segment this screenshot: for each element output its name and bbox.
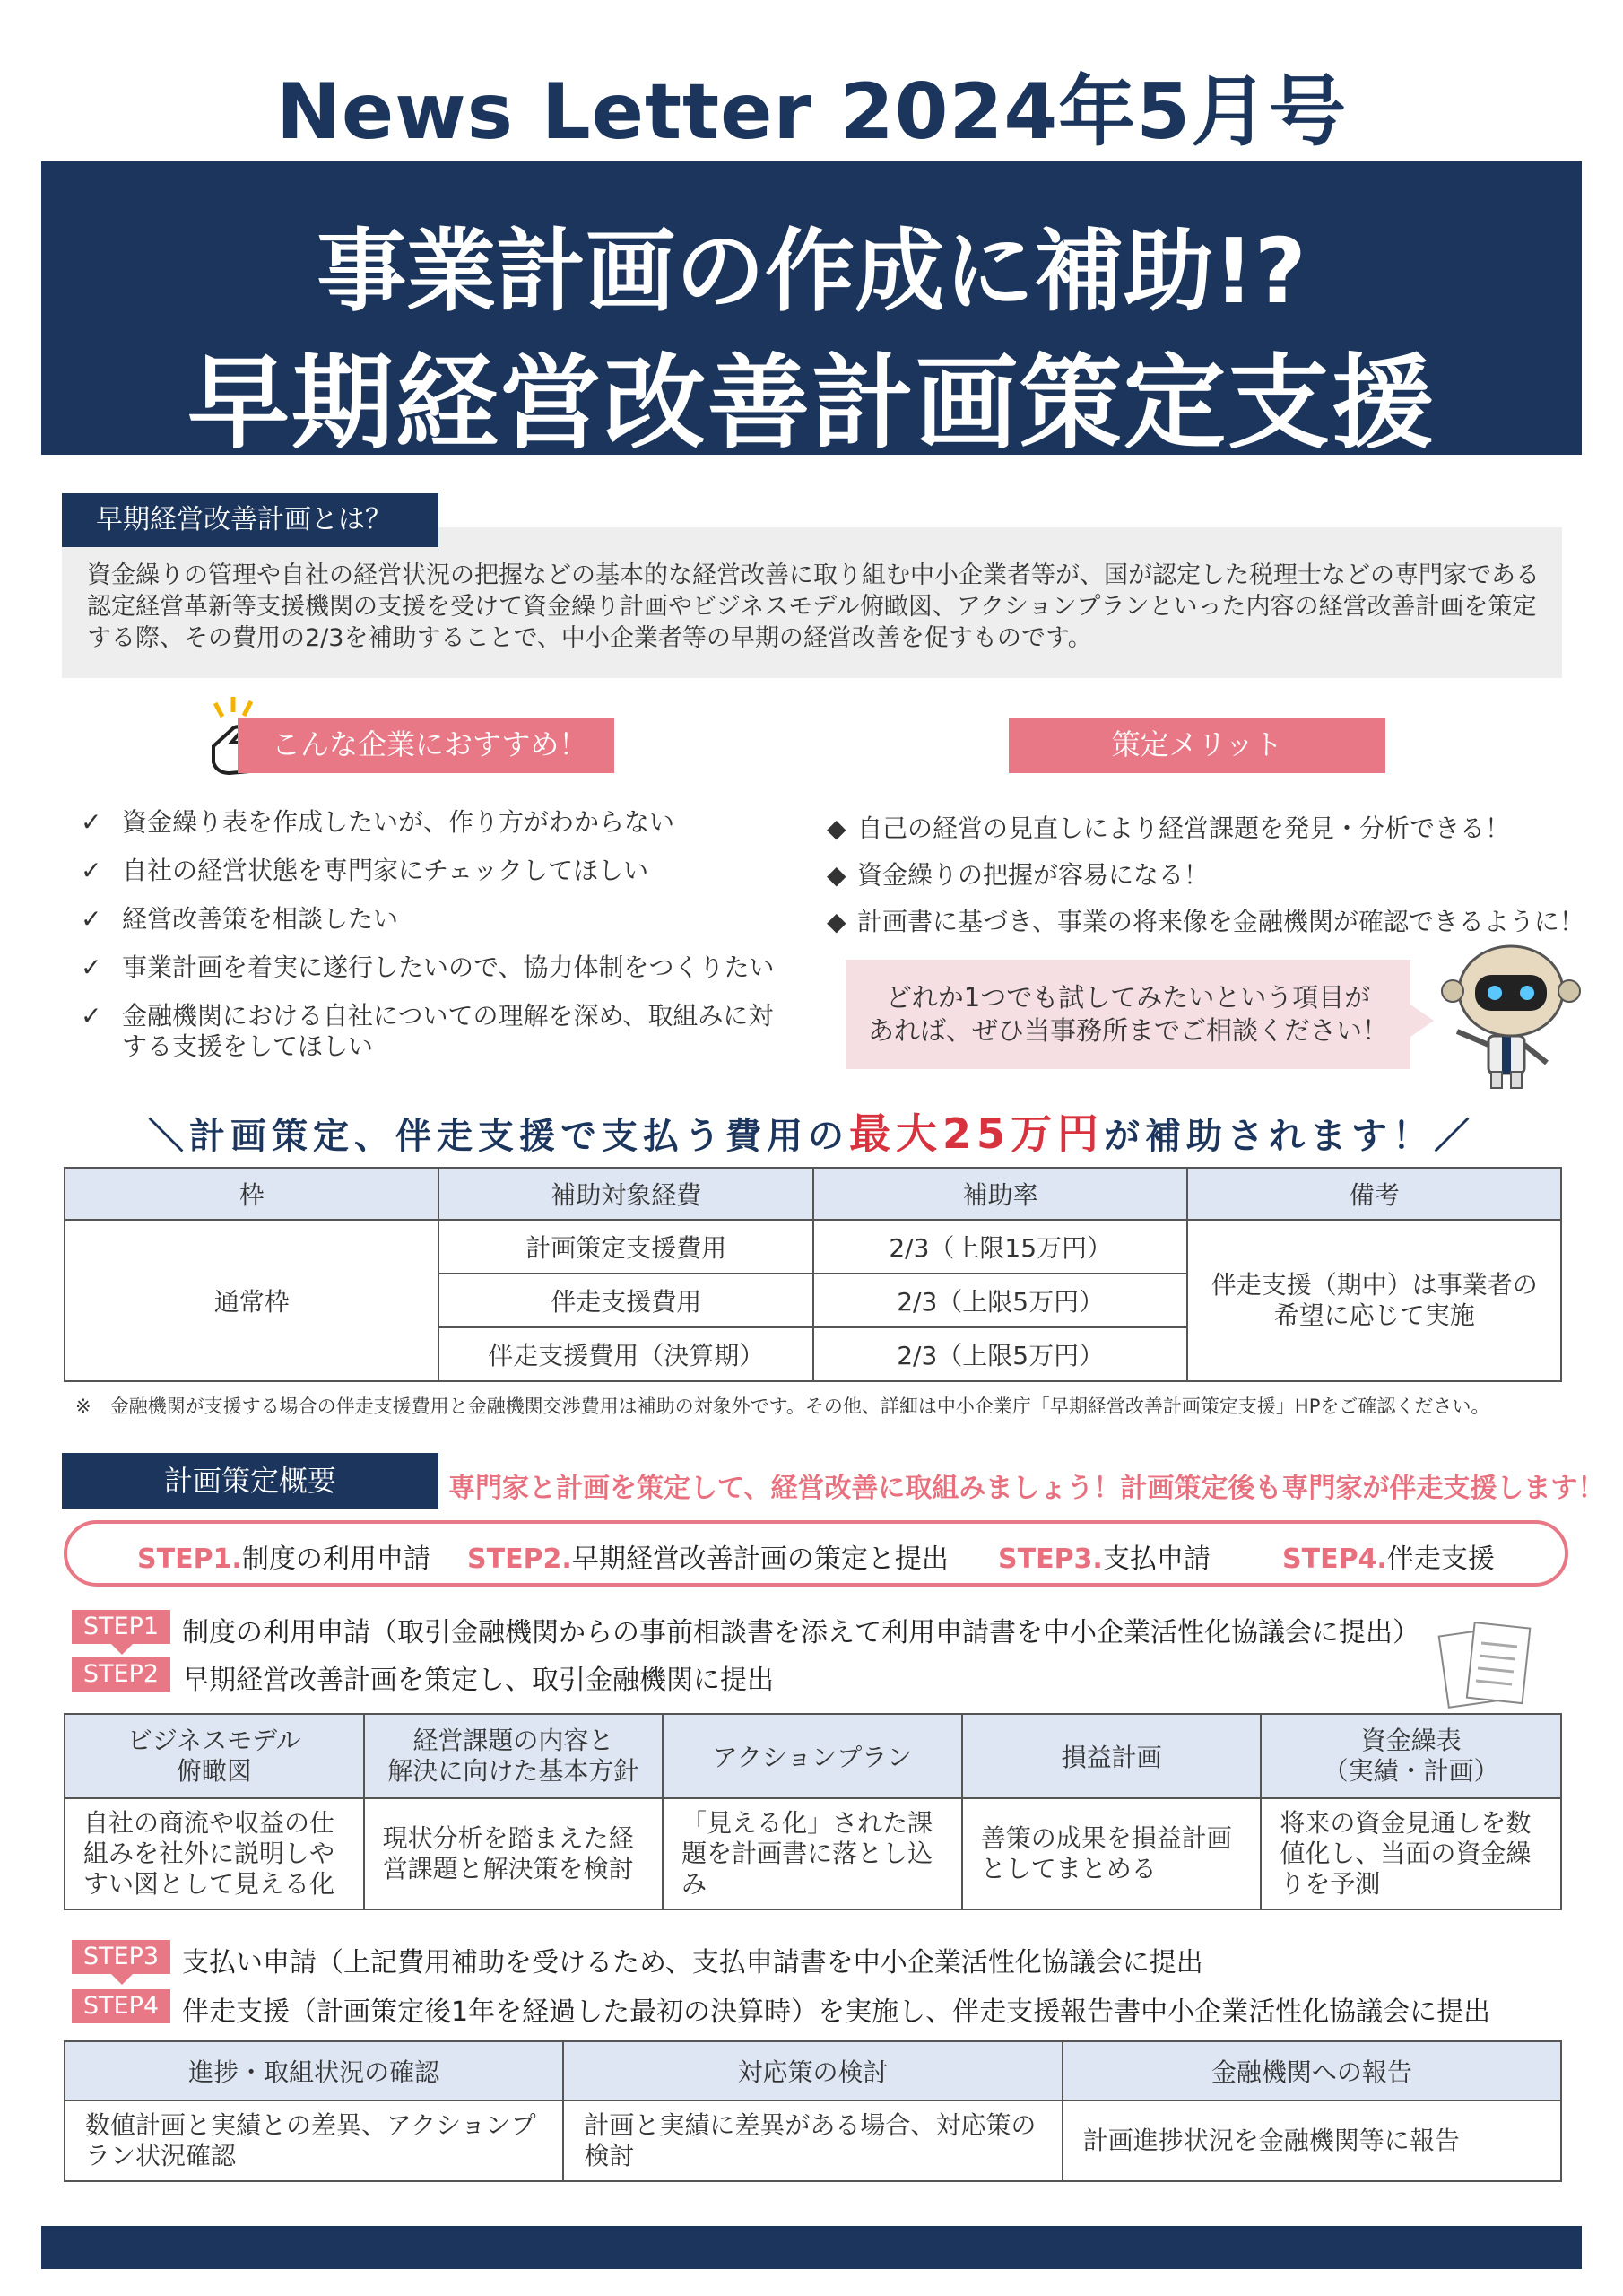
step4-text: 伴走支援（計画策定後1年を経過した最初の決算時）を実施し、伴走支援報告書中小企業活性化協議会に提出 bbox=[182, 1996, 1491, 2028]
robot-mascot-icon bbox=[1439, 937, 1583, 1090]
check-icon: ✓ bbox=[81, 1001, 102, 1031]
table-cell: 善策の成果を損益計画としてまとめる bbox=[962, 1798, 1262, 1909]
list-item: ◆ 計画書に基づき、事業の将来像を金融機関が確認できるように！ bbox=[827, 907, 1584, 936]
step-flow-item: STEP2.早期経営改善計画の策定と提出 bbox=[467, 1544, 949, 1575]
step2-text: 早期経営改善計画を策定し、取引金融機関に提出 bbox=[182, 1665, 774, 1696]
table-cell: 現状分析を踏まえた経営課題と解決策を検討 bbox=[364, 1798, 664, 1909]
overview-heading: 計画策定概要 bbox=[62, 1453, 438, 1509]
table-cell: 「見える化」された課題を計画書に落とし込み bbox=[663, 1798, 962, 1909]
expense-cell: 計画策定支援費用 bbox=[438, 1220, 812, 1274]
table-header: 補助対象経費 bbox=[438, 1168, 812, 1220]
subsidy-table bbox=[64, 1167, 1562, 1382]
bubble-line1: どれか1つでも試してみたいという項目が bbox=[885, 982, 1371, 1013]
diamond-icon: ◆ bbox=[827, 860, 846, 890]
expense-cell: 伴走支援費用（決算期） bbox=[438, 1327, 812, 1381]
table-header: 進捗・取組状況の確認 bbox=[65, 2041, 563, 2100]
step-arrow bbox=[111, 1644, 133, 1655]
table-row bbox=[65, 2100, 1561, 2181]
table-cell: 自社の商流や収益の仕組みを社外に説明しやすい図として見える化 bbox=[65, 1798, 364, 1909]
intro-box bbox=[62, 527, 1562, 678]
footnote: ※ 金融機関が支援する場合の伴走支援費用と金融機関交渉費用は補助の対象外です。その他、詳細は中小企業庁「早期経営改善計画策定支援」HPをご確認ください。 bbox=[75, 1396, 1490, 1417]
step1-text: 制度の利用申請（取引金融機関からの事前相談書を添えて利用申請書を中小企業活性化協議会に提出） bbox=[182, 1617, 1419, 1648]
table-row bbox=[65, 1220, 1561, 1274]
masthead-title: News Letter 2024年5月号 bbox=[275, 67, 1348, 157]
expense-cell: 伴走支援費用 bbox=[438, 1274, 812, 1327]
footer-bar bbox=[41, 2226, 1582, 2269]
step-flow-item: STEP4.伴走支援 bbox=[1282, 1544, 1495, 1575]
list-item: ✓ 経営改善策を相談したい bbox=[81, 904, 399, 934]
intro-body: 資金繰りの管理や自社の経営状況の把握などの基本的な経営改善に取り組む中小企業者等が、国が認定した税理士などの専門家である認定経営革新等支援機関の支援を受けて資金繰り計画やビジネスモデル俯瞰図、アクションプランといった内容の経営改善計画を策定する際、その費用の2/3を補助することで、中小企業者等の早期の経営改善を促すものです。 bbox=[87, 561, 1540, 652]
list-item: ✓ 自社の経営状態を専門家にチェックしてほしい bbox=[81, 856, 649, 885]
intro-heading: 早期経営改善計画とは？ bbox=[62, 493, 438, 547]
table-header: 枠 bbox=[65, 1168, 438, 1220]
step-flow bbox=[64, 1520, 1568, 1587]
step4-badge: STEP4 bbox=[72, 1989, 170, 2023]
step3-badge: STEP3 bbox=[72, 1940, 170, 1974]
step2-badge: STEP2 bbox=[72, 1657, 170, 1692]
banner-highlight: 最大25万円 bbox=[848, 1109, 1104, 1158]
list-item: ◆ 自己の経営の見直しにより経営課題を発見・分析できる！ bbox=[827, 813, 1511, 843]
subsidy-banner bbox=[0, 1101, 1623, 1161]
check-icon: ✓ bbox=[81, 952, 102, 982]
table-header: 補助率 bbox=[813, 1168, 1187, 1220]
table-cell: 計画と実績に差異がある場合、対応策の検討 bbox=[563, 2100, 1062, 2181]
table-header: 損益計画 bbox=[962, 1714, 1262, 1798]
plan-table bbox=[64, 1713, 1562, 1910]
step3-text: 支払い申請（上記費用補助を受けるため、支払申請書を中小企業活性化協議会に提出 bbox=[182, 1947, 1203, 1979]
table-header: 対応策の検討 bbox=[563, 2041, 1062, 2100]
documents-icon bbox=[1435, 1614, 1542, 1713]
frame-cell: 通常枠 bbox=[65, 1220, 438, 1381]
step-flow-item: STEP1.制度の利用申請 bbox=[137, 1544, 430, 1575]
step-arrow bbox=[111, 1974, 133, 1985]
speech-bubble bbox=[846, 960, 1410, 1069]
step1-badge: STEP1 bbox=[72, 1610, 170, 1644]
bubble-line2: あれば、ぜひ当事務所までご相談ください！ bbox=[867, 1015, 1388, 1046]
table-cell: 計画進捗状況を金融機関等に報告 bbox=[1063, 2100, 1561, 2181]
list-item: ✓ 金融機関における自社についての理解を深め、取組みに対する支援をしてほしい bbox=[81, 1001, 774, 1061]
hero-line1: 事業計画の作成に補助!? bbox=[317, 219, 1306, 324]
table-cell: 将来の資金見通しを数値化し、当面の資金繰りを予測 bbox=[1261, 1798, 1561, 1909]
rate-cell: 2/3（上限15万円） bbox=[813, 1220, 1187, 1274]
table-cell: 数値計画と実績との差異、アクションプラン状況確認 bbox=[65, 2100, 563, 2181]
table-header: 金融機関への報告 bbox=[1063, 2041, 1561, 2100]
overview-tagline: 専門家と計画を策定して、経営改善に取組みましょう！計画策定後も専門家が伴走支援します！ bbox=[448, 1473, 1605, 1504]
table-header: 経営課題の内容と 解決に向けた基本方針 bbox=[364, 1714, 664, 1798]
list-item: ✓ 事業計画を着実に遂行したいので、協力体制をつくりたい bbox=[81, 952, 775, 982]
note-cell: 伴走支援（期中）は事業者の希望に応じて実施 bbox=[1187, 1220, 1561, 1381]
table-header: 備考 bbox=[1187, 1168, 1561, 1220]
table-header: アクションプラン bbox=[663, 1714, 962, 1798]
list-item: ◆ 資金繰りの把握が容易になる！ bbox=[827, 860, 1210, 890]
support-table bbox=[64, 2040, 1562, 2182]
banner-pre: ＼計画策定、伴走支援で支払う費用の bbox=[147, 1116, 849, 1157]
list-item: ✓ 資金繰り表を作成したいが、作り方がわからない bbox=[81, 807, 675, 837]
rate-cell: 2/3（上限5万円） bbox=[813, 1274, 1187, 1327]
step-flow-item: STEP3.支払申請 bbox=[998, 1544, 1211, 1575]
check-icon: ✓ bbox=[81, 807, 102, 837]
table-row bbox=[65, 1798, 1561, 1909]
recommend-heading: こんな企業におすすめ！ bbox=[238, 718, 614, 773]
bubble-tail bbox=[1410, 1004, 1434, 1037]
hero-banner bbox=[41, 161, 1582, 463]
table-header: ビジネスモデル 俯瞰図 bbox=[65, 1714, 364, 1798]
diamond-icon: ◆ bbox=[827, 813, 846, 843]
table-header: 資金繰表 （実績・計画） bbox=[1261, 1714, 1561, 1798]
banner-post: が補助されます！／ bbox=[1104, 1116, 1475, 1157]
diamond-icon: ◆ bbox=[827, 907, 846, 936]
merits-heading: 策定メリット bbox=[1009, 718, 1385, 773]
check-icon: ✓ bbox=[81, 856, 102, 885]
rate-cell: 2/3（上限5万円） bbox=[813, 1327, 1187, 1381]
hero-line2: 早期経営改善計画策定支援 bbox=[187, 344, 1436, 463]
check-icon: ✓ bbox=[81, 904, 102, 934]
